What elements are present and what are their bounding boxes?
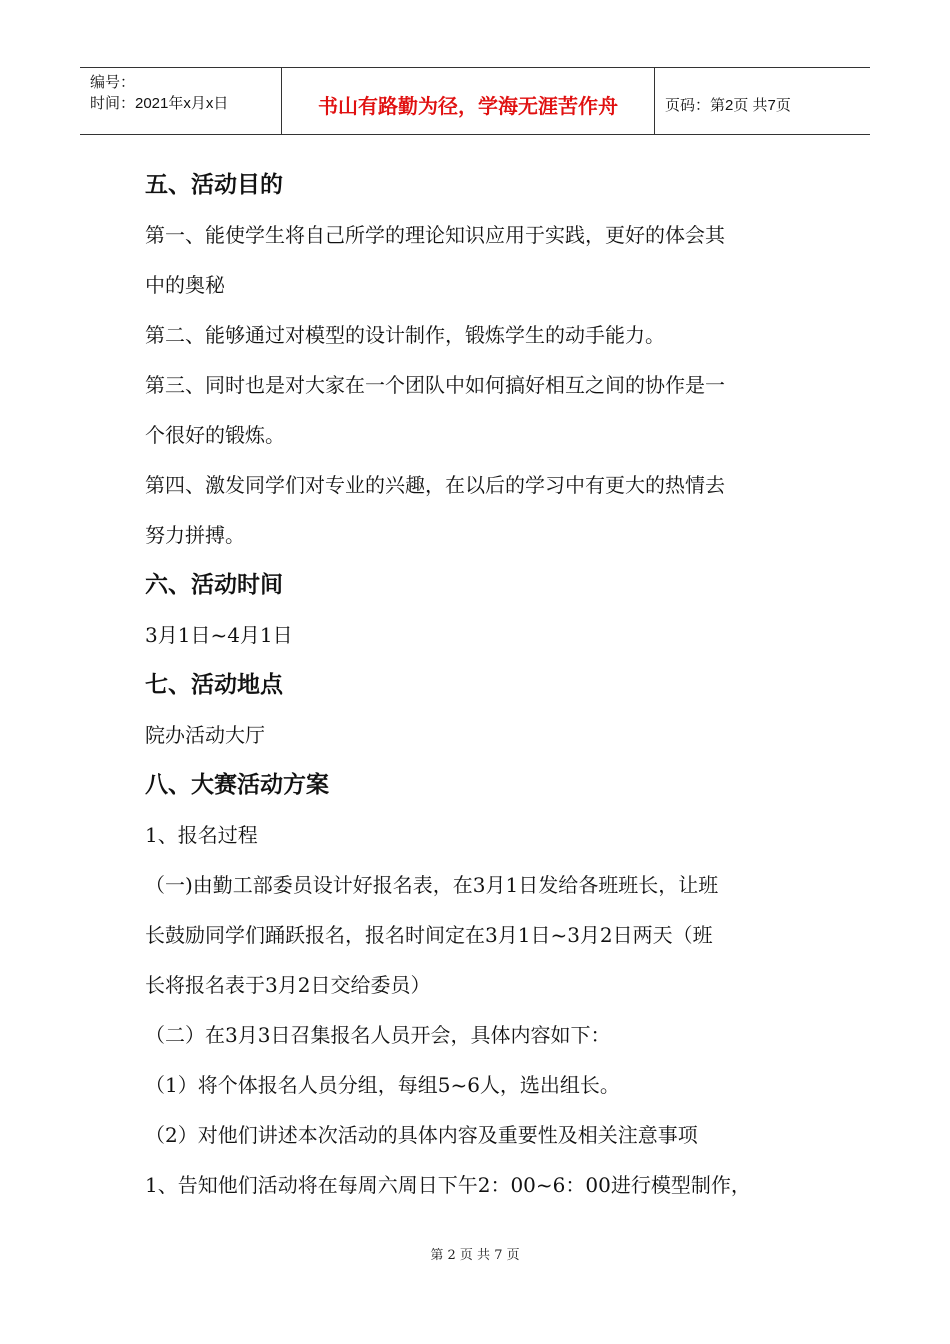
motto-text: 书山有路勤为径，学海无涯苦作舟 xyxy=(318,93,618,118)
page-footer: 第 2 页 共 7 页 xyxy=(430,1248,520,1263)
section-heading: 七、活动地点 xyxy=(145,672,283,698)
section-heading: 六、活动时间 xyxy=(145,572,283,598)
document-body xyxy=(145,160,835,1210)
paragraph-line: 1、报名过程 xyxy=(145,823,258,847)
paragraph-line: 3月1日~4月1日 xyxy=(145,623,293,647)
time-label: 时间：2021年x月x日 xyxy=(90,95,229,112)
section-heading: 五、活动目的 xyxy=(145,172,283,198)
paragraph-line: 中的奥秘 xyxy=(145,273,225,297)
paragraph-line: （1）将个体报名人员分组，每组5~6人，选出组长。 xyxy=(145,1073,620,1097)
paragraph-line: 院办活动大厅 xyxy=(145,723,265,747)
paragraph-line: （2）对他们讲述本次活动的具体内容及重要性及相关注意事项 xyxy=(145,1123,698,1147)
page-label: 页码：第2页 共7页 xyxy=(665,96,791,114)
header-left-cell xyxy=(80,68,282,134)
paragraph-line: 第四、激发同学们对专业的兴趣，在以后的学习中有更大的热情去 xyxy=(145,473,725,497)
section-heading: 八、大赛活动方案 xyxy=(145,772,329,798)
header-right-cell xyxy=(655,68,870,134)
paragraph-line: 第三、同时也是对大家在一个团队中如何搞好相互之间的协作是一 xyxy=(145,373,725,397)
number-label: 编号： xyxy=(90,74,136,91)
paragraph-line: 第二、能够通过对模型的设计制作，锻炼学生的动手能力。 xyxy=(145,323,665,347)
paragraph-line: （二）在3月3日召集报名人员开会，具体内容如下： xyxy=(145,1023,611,1047)
paragraph-line: 1、告知他们活动将在每周六周日下午2：00~6：00进行模型制作， xyxy=(145,1173,751,1197)
paragraph-line: 努力拼搏。 xyxy=(145,523,245,547)
paragraph-line: 长将报名表于3月2日交给委员） xyxy=(145,973,431,997)
document-header xyxy=(80,67,870,135)
paragraph-line: 长鼓励同学们踊跃报名，报名时间定在3月1日~3月2日两天（班 xyxy=(145,923,713,947)
paragraph-line: 个很好的锻炼。 xyxy=(145,423,285,447)
header-motto-cell xyxy=(282,68,655,134)
paragraph-line: （一)由勤工部委员设计好报名表，在3月1日发给各班班长，让班 xyxy=(145,873,719,897)
paragraph-line: 第一、能使学生将自己所学的理论知识应用于实践，更好的体会其 xyxy=(145,223,725,247)
